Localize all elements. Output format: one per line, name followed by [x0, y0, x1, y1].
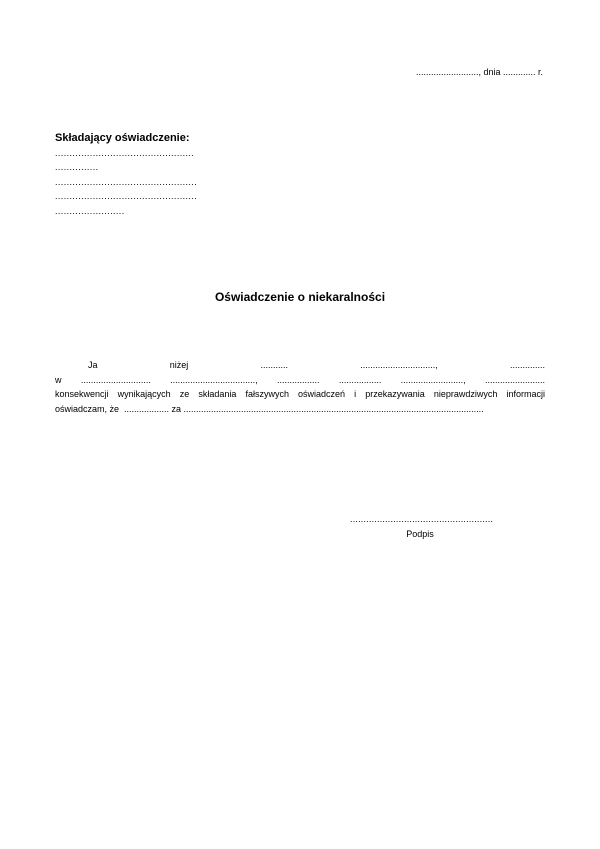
body-line-1: Ja niżej ........... .............................., ..............	[88, 360, 545, 370]
body-line-2: w ............................ .................................., ................. ................. ........................., ........................	[55, 374, 545, 385]
declarant-section	[55, 131, 305, 218]
signature-block	[350, 512, 494, 542]
body-line-3: konsekwencji wynikających ze składania fałszywych oświadczeń i przekazywania nieprawdziwych informacji	[55, 389, 545, 399]
document-title: Oświadczenie o niekaralności	[214, 290, 386, 304]
declaration-paragraph	[55, 358, 545, 416]
signature-dots: .....................................................	[350, 514, 494, 524]
declarant-blank-line: ................................................	[55, 147, 195, 158]
declarant-blank-line: .................................................	[55, 191, 198, 201]
declarant-blank-line: ........................	[55, 205, 125, 216]
date-line: ........................., dnia ............. r.	[415, 67, 543, 77]
signature-label: Podpis	[406, 529, 434, 539]
body-line-4: oświadczam, że .................. za ........................................................................................................................	[55, 403, 484, 414]
declarant-label: Składający oświadczenie:	[55, 132, 190, 144]
declarant-blank-line: ...............	[55, 162, 99, 172]
declarant-blank-line: .................................................	[55, 176, 198, 187]
